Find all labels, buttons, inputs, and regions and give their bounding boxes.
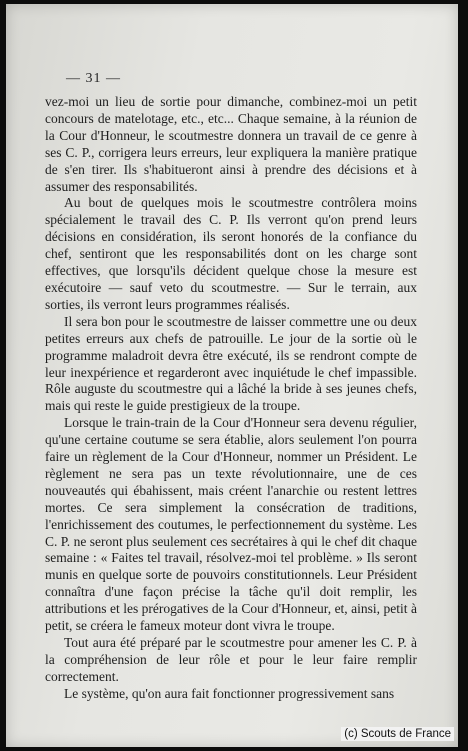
body-text [45, 94, 417, 703]
paragraph: Tout aura été préparé par le scoutmestre pour amener les C. P. à la compréhension de leur rôle et pour le leur faire remplir correctement. [45, 635, 417, 684]
paragraph: Lorsque le train-train de la Cour d'Honneur sera devenu régulier, qu'une certaine coutume se sera établie, alors seulement l'on pourra faire un règlement de la Cour d'Honneur, nommer un Président. Le règlement ne sera pas un texte révolutionnaire, une de ces nouveautés qui ébahissent, mais créent l'anarchie ou restent lettres mortes. Ce sera simplement la consécration de traditions, l'enrichissement des coutumes, le perfectionnement du système. Les C. P. ne seront plus seulement ces secrétaires à qui le chef dit chaque semaine : « Faites tel travail, résolvez-moi tel problème. » Ils seront munis en quelque sorte de pouvoirs constitutionnels. Leur Président connaîtra d'une façon précise la tâche qu'il doit remplir, les attributions et les prérogatives de la Cour d'Honneur, et, ainsi, petit à petit, se créera le fameux moteur dont vivra le troupe. [45, 415, 417, 634]
paragraph: vez-moi un lieu de sortie pour dimanche, combinez-moi un petit concours de matelotage, etc., etc... Chaque semaine, à la réunion de la Cour d'Honneur, le scoutmestre donnera un travail de ce genre à ses C. P., corrigera leurs erreurs, leur expliquera la manière pratique de s'en tirer. Ils s'habitueront ainsi à prendre des décisions et à assumer des responsabilités. [45, 94, 417, 194]
book-page [6, 4, 458, 747]
paragraph: Le système, qu'on aura fait fonctionner progressivement sans [64, 685, 395, 701]
paragraph: Au bout de quelques mois le scoutmestre contrôlera moins spécialement le travail des C. P. Ils verront qu'on prend leurs décisions en considération, ils seront honorés de la confiance du chef, sentiront que les responsabilités dont on les charge sont effectives, que lorsqu'ils décident quelque chose la mesure est exécutoire — sauf veto du scoutmestre. — Sur le terrain, aux sorties, ils verront leurs programmes réalisés. [45, 195, 417, 312]
paragraph: Il sera bon pour le scoutmestre de laisser commettre une ou deux petites erreurs aux chefs de patrouille. Le jour de la sortie où le programme maladroit devra être exécuté, ils se rendront compte de leur inexpérience et regarderont avec inquiétude le chef impassible. Rôle auguste du scoutmestre qui a lâché la bride à ses jeunes chefs, mais qui reste le guide prestigieux de la troupe. [45, 313, 417, 414]
copyright-watermark: (c) Scouts de France [341, 727, 454, 741]
page-number: — 31 — [66, 71, 121, 86]
